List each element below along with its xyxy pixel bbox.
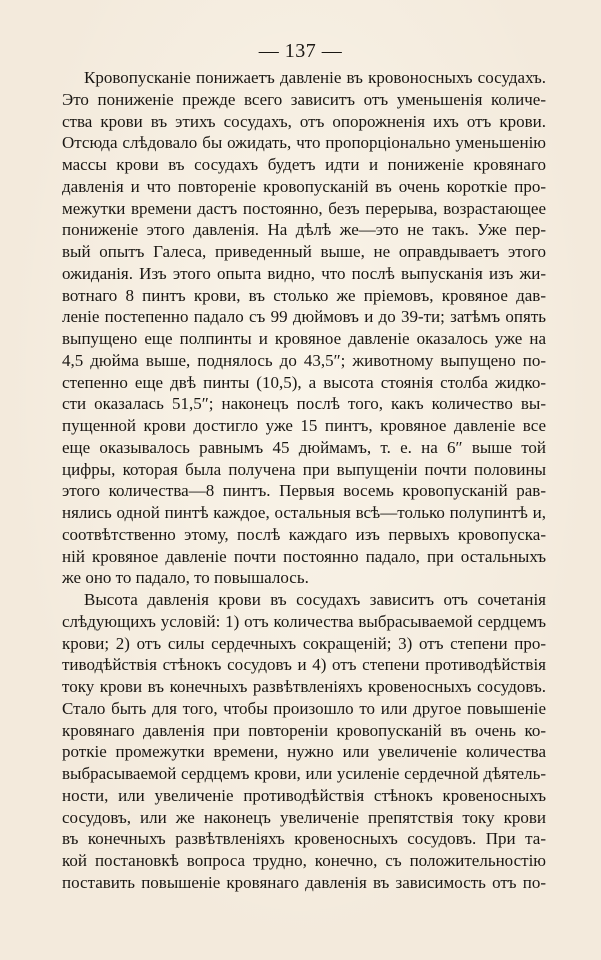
- text-line: поставить повышеніе кровянаго давленія въ зависимость отъ по-: [62, 872, 546, 892]
- text-line: же оно то падало, то повышалось.: [62, 568, 309, 588]
- text-line: цифры, которая была получена при выпущеніи почти половины: [62, 459, 546, 479]
- text-line: вый опытъ Галеса, приведенный выше, не оправдываетъ этого: [62, 242, 546, 261]
- text-line: степенно еще двѣ пинты (10,5), а высота стоянія столба жидко-: [62, 372, 546, 392]
- text-line: слѣдующихъ условій: 1) отъ количества выбрасываемой сердцемъ: [62, 611, 546, 631]
- text-line: Стало быть для того, чтобы произошло то или другое повышеніе: [62, 698, 546, 718]
- text-line: пущенной крови достигло уже 15 пинтъ, кровяное давленіе все: [62, 416, 546, 435]
- text-line: нялись одной пинтѣ каждое, остальныя всѣ—только полупинтѣ и,: [62, 503, 546, 522]
- text-line: сосудовъ, или же наконецъ увеличеніе препятствія току крови: [62, 807, 546, 827]
- text-line: давленія и что повтореніе кровопусканій въ очень короткіе про-: [62, 176, 546, 196]
- text-line: пониженіе этого давленія. На дѣлѣ же—это не такъ. Уже пер-: [62, 220, 546, 240]
- text-line: роткіе промежутки времени, нужно или увеличеніе количества: [62, 742, 546, 762]
- page-number: — 137 —: [258, 40, 343, 62]
- text-line: кровянаго давленія при повтореніи кровопусканій въ очень ко-: [62, 720, 546, 740]
- text-line: Это пониженіе прежде всего зависитъ отъ уменьшенія количе-: [62, 89, 546, 109]
- text-line: сти оказалась 51,5″; наконецъ послѣ того, какъ количество вы-: [62, 394, 546, 414]
- text-line: кой постановкѣ вопроса трудно, конечно, съ положительностію: [62, 851, 546, 870]
- text-line: межутки времени дастъ постоянно, безъ перерыва, возрастающее: [62, 198, 546, 218]
- text-line: соотвѣтственно этому, послѣ каждаго изъ первыхъ кровопуска-: [62, 524, 546, 544]
- text-line: Кровопусканіе понижаетъ давленіе въ кровоносныхъ сосудахъ.: [84, 68, 546, 87]
- body-text: [62, 67, 546, 894]
- text-line: ности, или увеличеніе противодѣйствія стѣнокъ кровеносныхъ: [62, 785, 546, 805]
- text-line: массы крови въ сосудахъ будетъ идти и пониженіе кровянаго: [62, 155, 546, 174]
- text-line: вотнаго 8 пинтъ крови, въ столько же пріемовъ, кровяное дав-: [62, 285, 546, 305]
- text-line: ожиданія. Изъ этого опыта видно, что послѣ выпусканія изъ жи-: [62, 263, 546, 283]
- text-line: крови; 2) отъ силы сердечныхъ сокращеній; 3) отъ степени про-: [62, 633, 546, 653]
- text-line: Отсюда слѣдовало бы ожидать, что пропорціонально уменьшенію: [62, 133, 546, 153]
- text-line: леніе постепенно падало съ 99 дюймовъ и до 39-ти; затѣмъ опять: [62, 307, 546, 327]
- text-line: выбрасываемой сердцемъ крови, или усиленіе сердечной дѣятель-: [62, 764, 546, 783]
- text-line: току крови въ конечныхъ развѣтвленіяхъ кровеносныхъ сосудовъ.: [62, 677, 546, 696]
- text-line: этого количества—8 пинтъ. Первыя восемь кровопусканій рав-: [62, 481, 546, 501]
- text-line: Высота давленія крови въ сосудахъ зависитъ отъ сочетанія: [84, 590, 546, 609]
- text-line: выпущено еще полпинты и кровяное давленіе оказалось уже на: [62, 329, 546, 348]
- text-line: ства крови въ этихъ сосудахъ, отъ опорожненія ихъ отъ крови.: [62, 111, 546, 131]
- text-line: тиводѣйствія стѣнокъ сосудовъ и 4) отъ степени противодѣйствія: [62, 655, 546, 675]
- text-line: ній кровяное давленіе почти постоянно падало, при остальныхъ: [62, 546, 546, 566]
- text-line: еще оказывалось равнымъ 45 дюймамъ, т. е. на 6″ выше той: [62, 437, 546, 457]
- text-line: 4,5 дюйма выше, поднялось до 43,5″; животному выпущено по-: [62, 350, 546, 370]
- text-line: въ конечныхъ развѣтвленіяхъ кровеносныхъ сосудовъ. При та-: [62, 829, 546, 849]
